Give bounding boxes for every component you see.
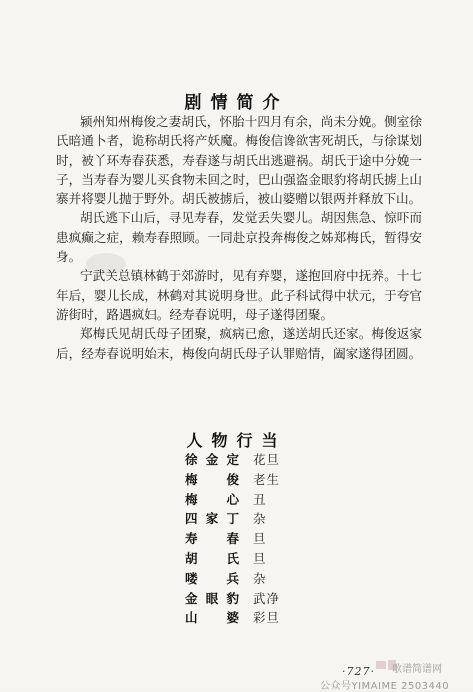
page-number: ·727· xyxy=(342,665,375,678)
cast-row xyxy=(185,529,325,549)
cast-row xyxy=(185,569,325,589)
synopsis-paragraph-3: 宁武关总镇林鹤于郊游时，见有弃婴，遂抱回府中抚养。十七年后，婴儿长成，林鹤对其说明身世。此子科试得中状元，于夸官游街时，路遇疯妇。经寿春说明，母子遂得团聚。 xyxy=(56,268,422,322)
cast-role: 徐金定 xyxy=(185,452,241,467)
cast-row xyxy=(185,549,325,569)
watermark-text: 公众号YIMAIME 2503440 xyxy=(320,681,450,692)
cast-role-type: 旦 xyxy=(253,531,267,547)
cast-role: 梅俊 xyxy=(185,471,241,487)
cast-title: 人物行当 xyxy=(186,431,287,450)
synopsis-paragraph-1: 颍州知州梅俊之妻胡氏，怀胎十四月有余，尚未分娩。侧室徐氏暗通卜者，诡称胡氏将产妖魔。梅俊信谗欲害死胡氏，与徐谋划时，被丫环寿春获悉，寿春遂与胡氏出逃避祸。胡氏于途中分娩一子，当寿春为婴儿买食物未回之时，巴山强盗金眼豹将胡氏掳上山寨并将婴儿抛于野外。胡氏被掳后，被山婆赠以银两并释放下山。 xyxy=(56,114,422,207)
cast-role-type: 彩旦 xyxy=(253,610,281,626)
cast-role: 寿春 xyxy=(185,531,241,547)
cast-row xyxy=(185,608,325,628)
cast-role-type: 丑 xyxy=(253,491,267,507)
cast-role: 山婆 xyxy=(185,610,241,626)
cast-list xyxy=(185,450,325,628)
cast-role-type: 杂 xyxy=(253,511,267,527)
synopsis-paragraph-2: 胡氏逃下山后，寻见寿春，发觉丢失婴儿。胡因焦急、惊吓而患疯癫之症，赖寿春照顾。一同赴京投奔梅俊之姊郑梅氏，暂得安身。 xyxy=(56,210,422,265)
cast-role: 喽兵 xyxy=(185,570,241,586)
watermark-site-name: 歌谱简谱网 xyxy=(392,664,442,675)
synopsis-body xyxy=(56,112,422,363)
cast-role: 梅心 xyxy=(185,491,241,507)
cast-role-type: 老生 xyxy=(253,471,281,487)
cast-row xyxy=(185,470,325,490)
cast-role-type: 杂 xyxy=(253,570,267,586)
cast-row xyxy=(185,490,325,510)
cast-role-type: 旦 xyxy=(253,550,267,566)
cast-role: 四家丁 xyxy=(185,511,241,527)
cast-role: 金眼豹 xyxy=(185,590,241,606)
synopsis-paragraph-4: 郑梅氏见胡氏母子团聚，疯病已愈，遂送胡氏还家。梅俊返家后，经寿春说明始末，梅俊向胡氏母子认罪赔情，阖家遂得团圆。 xyxy=(56,326,422,361)
synopsis-title: 剧情简介 xyxy=(184,93,289,113)
cast-role-type: 武净 xyxy=(253,590,281,606)
cast-row xyxy=(185,509,325,529)
cast-role-type: 花旦 xyxy=(253,452,281,467)
cast-row xyxy=(185,589,325,609)
cast-row xyxy=(185,450,325,470)
cast-role: 胡氏 xyxy=(185,550,241,566)
